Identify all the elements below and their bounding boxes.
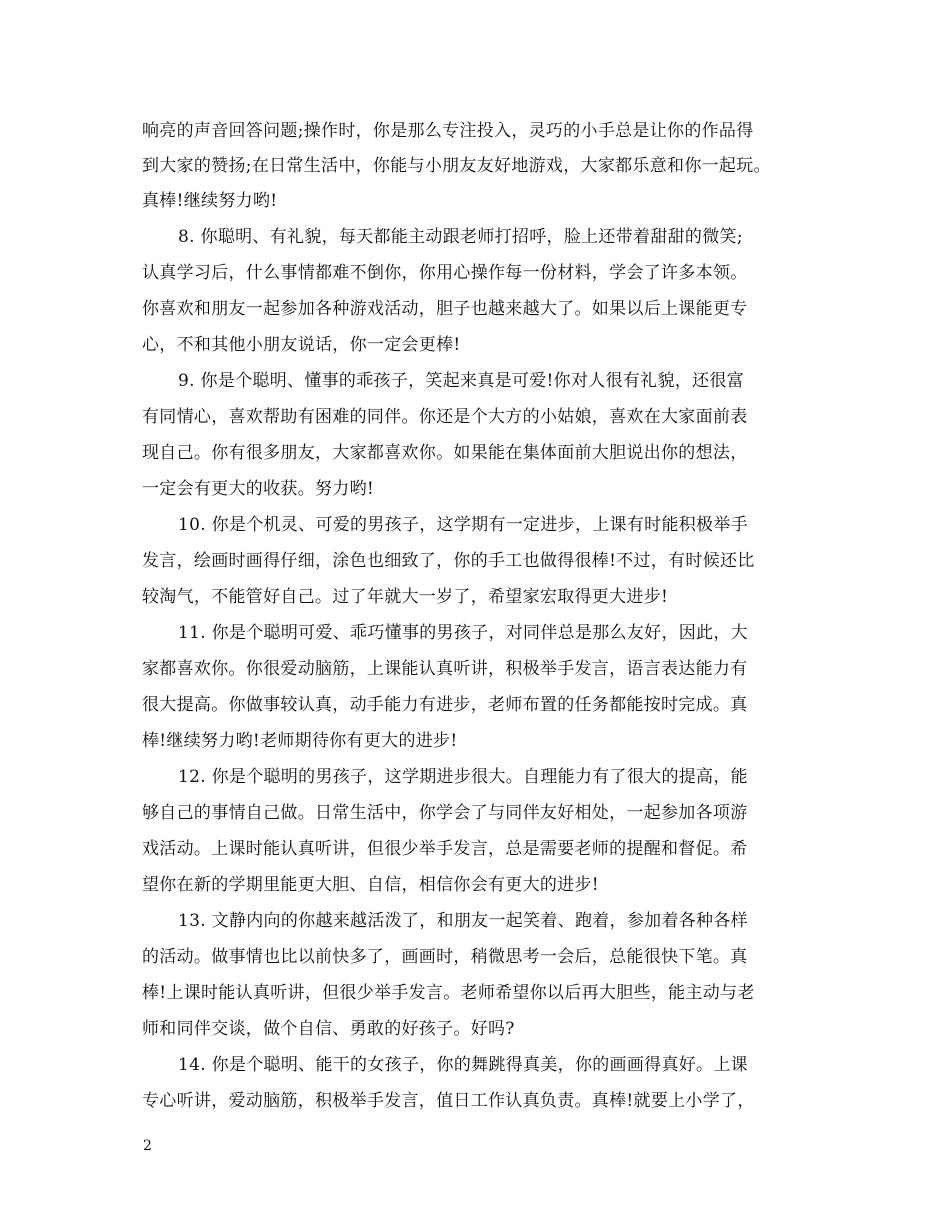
text-line: 一定会有更大的收获。努力哟! [142, 479, 375, 499]
text-line: 较淘气，不能管好自己。过了年就大一岁了，希望家宏取得更大进步! [142, 587, 669, 607]
text-line: 专心听讲，爱动脑筋，积极举手发言，值日工作认真负责。真棒!就要上小学了， [142, 1091, 755, 1111]
text-line: 真棒!继续努力哟! [142, 191, 278, 211]
text-line: 有同情心，喜欢帮助有困难的同伴。你还是个大方的小姑娘，喜欢在大家面前表 [142, 407, 748, 427]
text-line: 心，不和其他小朋友说话，你一定会更棒! [142, 335, 461, 355]
text-line: 戏活动。上课时能认真听讲，但很少举手发言，总是需要老师的提醒和督促。希 [142, 839, 748, 859]
text-line: 11. 你是个聪明可爱、乖巧懂事的男孩子，对同伴总是那么友好，因此，大 [178, 623, 748, 643]
text-line: 响亮的声音回答问题;操作时，你是那么专注投入，灵巧的小手总是让你的作品得 [142, 121, 754, 141]
text-line: 望你在新的学期里能更大胆、自信，相信你会有更大的进步! [142, 875, 599, 895]
text-line: 棒!上课时能认真听讲，但很少举手发言。老师希望你以后再大胆些，能主动与老 [142, 983, 755, 1003]
text-line: 发言，绘画时画得仔细，涂色也细致了，你的手工也做得很棒!不过，有时候还比 [142, 551, 755, 571]
page-number: 2 [143, 1138, 152, 1154]
text-line: 棒!继续努力哟!老师期待你有更大的进步! [142, 731, 458, 751]
text-line: 认真学习后，什么事情都难不倒你，你用心操作每一份材料，学会了许多本领。 [142, 263, 748, 283]
text-line: 的活动。做事情也比以前快多了，画画时，稍微思考一会后，总能很快下笔。真 [142, 947, 748, 967]
text-line: 8. 你聪明、有礼貌，每天都能主动跟老师打招呼，脸上还带着甜甜的微笑; [178, 227, 743, 247]
text-line: 10. 你是个机灵、可爱的男孩子，这学期有一定进步，上课有时能积极举手 [178, 515, 748, 535]
text-line: 你喜欢和朋友一起参加各种游戏活动，胆子也越来越大了。如果以后上课能更专 [142, 299, 748, 319]
text-line: 师和同伴交谈，做个自信、勇敢的好孩子。好吗? [142, 1019, 515, 1039]
text-line: 12. 你是个聪明的男孩子，这学期进步很大。自理能力有了很大的提高，能 [178, 767, 748, 787]
text-line: 很大提高。你做事较认真，动手能力有进步，老师布置的任务都能按时完成。真 [142, 695, 748, 715]
text-line: 现自己。你有很多朋友，大家都喜欢你。如果能在集体面前大胆说出你的想法， [142, 443, 748, 463]
text-line: 13. 文静内向的你越来越活泼了，和朋友一起笑着、跑着，参加着各种各样 [178, 911, 748, 931]
text-line: 家都喜欢你。你很爱动脑筋，上课能认真听讲，积极举手发言，语言表达能力有 [142, 659, 748, 679]
text-line: 14. 你是个聪明、能干的女孩子，你的舞跳得真美，你的画画得真好。上课 [178, 1055, 748, 1075]
text-line: 9. 你是个聪明、懂事的乖孩子，笑起来真是可爱!你对人很有礼貌，还很富 [178, 371, 744, 391]
text-line: 够自己的事情自己做。日常生活中，你学会了与同伴友好相处，一起参加各项游 [142, 803, 748, 823]
text-line: 到大家的赞扬;在日常生活中，你能与小朋友友好地游戏，大家都乐意和你一起玩。 [142, 156, 771, 176]
